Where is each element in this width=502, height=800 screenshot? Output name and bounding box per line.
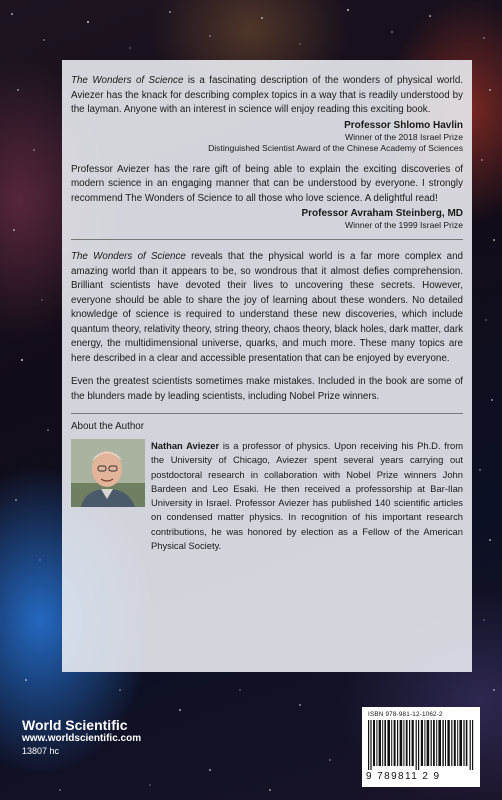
isbn-barcode (362, 707, 480, 787)
publisher-code: 13807 hc (22, 746, 60, 756)
publisher-url: www.worldscientific.com (22, 733, 142, 744)
author-bio (151, 439, 463, 553)
book-title-italic-2: The Wonders of Science (71, 251, 186, 262)
book-description-body: reveals that the physical world is a far more complex and amazing world than it appears to be, so wondrous that it almost defies comprehension. Brilliant scientists have devoted their lives to uncovering these secrets. However, everyone should be able to share the joy of learning about these wonders. No detailed knowledge of science is required to understand these new discoveries, which include quantum theory, relativity theory, string theory, chaos theory, black holes, dark matter, dark energy, the multidimensional universe, quarks, and much more. These many topics are here described in a clear and accessible presentation that can be enjoyed by everyone. (71, 251, 463, 364)
author-photo (71, 439, 145, 507)
author-bio-body: is a professor of physics. Upon receiving his Ph.D. from the University of Chicago, Aviezer spent several years carrying out postdoctoral research in collaboration with Nobel Prize winners John Bardeen and Leo Esaki. He then received a professorship at Bar-Ilan University in Israel. Professor Aviezer has published 140 scientific articles on condensed matter physics. In recognition of his important research contributions, he was honored by election as a Fellow of the American Physical Society. (151, 440, 463, 552)
author-name: Nathan Aviezer (151, 440, 220, 451)
publisher-block (22, 717, 141, 757)
review-havlin-body: is a fascinating description of the wonders of physical world. Aviezer has the knack for describing complex topics in a way that is readily understood by the layman. Anyone with an interest in science will enjoy reading this exciting book. (71, 75, 463, 115)
reviewer-award-steinberg: Winner of the 1999 Israel Prize (345, 220, 463, 230)
review-havlin-text (71, 74, 463, 118)
reviewer-award-havlin-1: Winner of the 2018 Israel Prize (345, 131, 463, 142)
author-portrait-icon (71, 439, 145, 507)
publisher-name: World Scientific (22, 717, 128, 733)
divider-author (71, 413, 463, 414)
reviewer-name-havlin: Professor Shlomo Havlin (344, 119, 463, 131)
barcode-digits: 9 789811 2 9 (366, 771, 441, 782)
reviewer-name-steinberg: Professor Avraham Steinberg, MD (301, 208, 463, 219)
barcode-icon (368, 720, 474, 770)
divider-top (71, 239, 463, 240)
reviewer-award-havlin-2: Distinguished Scientist Award of the Chinese Academy of Sciences (208, 142, 463, 153)
book-title-italic: The Wonders of Science (71, 75, 184, 86)
review-havlin-attribution (71, 119, 463, 154)
book-description (71, 250, 463, 366)
isbn-text: ISBN 978-981-12-1062-2 (368, 711, 443, 718)
back-cover-text-panel (62, 60, 472, 672)
review-steinberg-attribution (71, 207, 463, 231)
author-section (71, 439, 463, 553)
review-steinberg-text: Professor Aviezer has the rare gift of being able to explain the exciting discoveries of modern science in an engaging manner that can be understood by everyone. I strongly recommend The Wonders of Science to all those who love science. A delightful read! (71, 163, 463, 204)
book-description-blunders: Even the greatest scientists sometimes make mistakes. Included in the book are some of the blunders made by leading scientists, including Nobel Prize winners. (71, 376, 463, 402)
about-author-heading: About the Author (71, 421, 144, 432)
